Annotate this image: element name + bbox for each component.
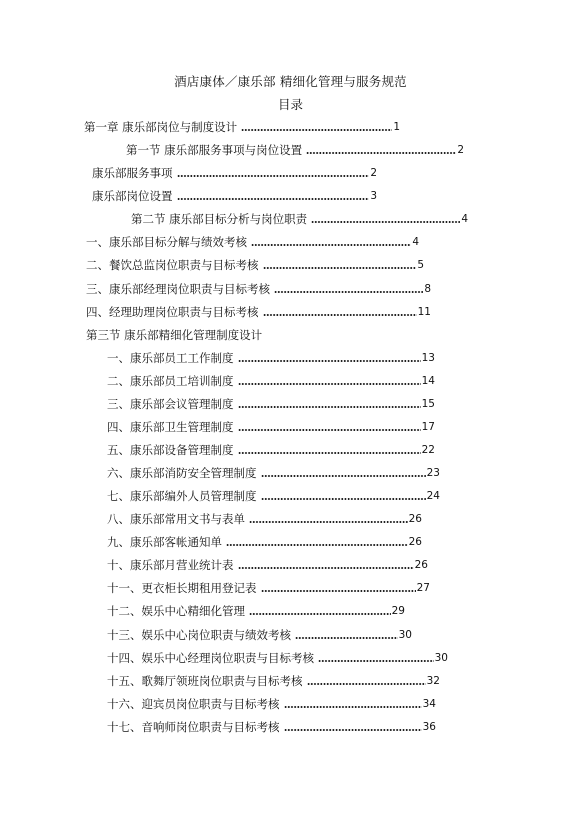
toc-entry-text: 三、康乐部会议管理制度	[107, 397, 234, 411]
toc-leader-dots	[251, 244, 411, 246]
toc-leader-dots	[238, 429, 421, 431]
toc-entry	[107, 603, 405, 619]
toc-leader-dots	[318, 660, 434, 662]
toc-entry-page: 4	[412, 236, 419, 248]
toc-entry	[107, 488, 440, 504]
toc-entry-page: 27	[416, 582, 430, 594]
toc-leader-dots	[306, 152, 456, 154]
toc-entry-page: 30	[434, 652, 448, 664]
document-title: 酒店康体／康乐部 精细化管理与服务规范	[174, 74, 407, 89]
toc-leader-dots	[263, 314, 417, 316]
toc-leader-dots	[238, 360, 421, 362]
toc-leader-dots	[295, 637, 398, 639]
toc-entry-text: 十一、更衣柜长期租用登记表	[107, 581, 257, 595]
toc-entry-page: 3	[370, 190, 377, 202]
toc-entry-text: 六、康乐部消防安全管理制度	[107, 466, 257, 480]
toc-entry-page: 15	[421, 398, 435, 410]
toc-entry-text: 十四、娱乐中心经理岗位职责与目标考核	[107, 651, 314, 665]
toc-leader-dots	[261, 475, 426, 477]
toc-entry-text: 第二节 康乐部目标分析与岗位职责	[131, 212, 308, 226]
toc-leader-dots	[238, 383, 421, 385]
toc-entry-text: 第三节 康乐部精细化管理制度设计	[86, 328, 263, 342]
toc-entry	[107, 442, 435, 458]
toc-entry	[107, 511, 422, 527]
toc-entry-text: 一、康乐部员工工作制度	[107, 351, 234, 365]
toc-entry	[126, 142, 464, 158]
toc-entry	[84, 119, 400, 135]
toc-leader-dots	[284, 729, 422, 731]
toc-entry-page: 14	[421, 375, 435, 387]
toc-entry-text: 七、康乐部编外人员管理制度	[107, 489, 257, 503]
toc-entry-page: 22	[421, 444, 435, 456]
toc-leader-dots	[238, 406, 421, 408]
toc-entry-text: 康乐部岗位设置	[92, 189, 173, 203]
toc-leader-dots	[307, 683, 426, 685]
toc-leader-dots	[238, 452, 421, 454]
toc-entry	[86, 281, 431, 297]
toc-leader-dots	[241, 129, 392, 131]
toc-leader-dots	[261, 590, 416, 592]
toc-entry-text: 十二、娱乐中心精细化管理	[107, 604, 245, 618]
toc-entry	[86, 304, 431, 320]
toc-entry	[107, 373, 435, 389]
toc-entry-text: 一、康乐部目标分解与绩效考核	[86, 235, 247, 249]
toc-section-heading	[86, 327, 326, 343]
toc-entry-text: 八、康乐部常用文书与表单	[107, 512, 245, 526]
toc-entry	[107, 673, 440, 689]
toc-entry-text: 第一章 康乐部岗位与制度设计	[84, 120, 238, 134]
toc-entry-page: 4	[461, 213, 468, 225]
toc-entry-text: 十、康乐部月营业统计表	[107, 558, 234, 572]
toc-leader-dots	[274, 291, 423, 293]
toc-entry-page: 8	[424, 283, 431, 295]
toc-entry	[107, 580, 430, 596]
toc-entry-page: 30	[398, 629, 412, 641]
toc-entry-text: 九、康乐部客帐通知单	[107, 535, 222, 549]
toc-leader-dots	[249, 521, 408, 523]
toc-entry-page: 26	[408, 536, 422, 548]
toc-entry	[131, 211, 468, 227]
toc-entry-page: 11	[417, 306, 431, 318]
toc-entry	[107, 465, 440, 481]
toc-entry-text: 十五、歌舞厅领班岗位职责与目标考核	[107, 674, 303, 688]
toc-entry	[86, 257, 424, 273]
toc-entry-page: 23	[426, 467, 440, 479]
toc-leader-dots	[238, 567, 414, 569]
toc-entry-page: 29	[391, 605, 405, 617]
toc-entry-text: 五、康乐部设备管理制度	[107, 443, 234, 457]
toc-entry-page: 17	[421, 421, 435, 433]
toc-entry-text: 十七、音响师岗位职责与目标考核	[107, 720, 280, 734]
toc-entry	[107, 557, 428, 573]
toc-leader-dots	[284, 706, 422, 708]
toc-entry-page: 2	[457, 144, 464, 156]
toc-entry-text: 第一节 康乐部服务事项与岗位设置	[126, 143, 303, 157]
toc-entry-text: 四、经理助理岗位职责与目标考核	[86, 305, 259, 319]
toc-leader-dots	[177, 175, 370, 177]
toc-entry-page: 34	[422, 698, 436, 710]
toc-entry	[92, 188, 377, 204]
toc-entry-page: 1	[393, 121, 400, 133]
toc-entry	[107, 650, 448, 666]
toc-entry	[107, 627, 412, 643]
toc-leader-dots	[261, 498, 426, 500]
toc-leader-dots	[263, 267, 417, 269]
toc-leader-dots	[311, 221, 460, 223]
toc-entry-page: 2	[370, 167, 377, 179]
toc-entry-page: 24	[426, 490, 440, 502]
toc-entry-page: 32	[426, 675, 440, 687]
toc-entry-page: 26	[408, 513, 422, 525]
toc-entry	[107, 396, 435, 412]
toc-entry-page: 36	[422, 721, 436, 733]
toc-entry	[107, 696, 436, 712]
toc-entry-text: 四、康乐部卫生管理制度	[107, 420, 234, 434]
toc-entry-text: 康乐部服务事项	[92, 166, 173, 180]
toc-entry-page: 5	[417, 259, 424, 271]
toc-entry-text: 十六、迎宾员岗位职责与目标考核	[107, 697, 280, 711]
toc-entry	[92, 165, 377, 181]
toc-entry	[107, 419, 435, 435]
toc-entry-text: 二、餐饮总监岗位职责与目标考核	[86, 258, 259, 272]
toc-leader-dots	[226, 544, 408, 546]
toc-entry	[107, 719, 436, 735]
toc-entry-page: 26	[414, 559, 428, 571]
toc-heading: 目录	[277, 97, 303, 112]
toc-leader-dots	[177, 198, 370, 200]
toc-entry	[86, 234, 419, 250]
toc-entry-text: 三、康乐部经理岗位职责与目标考核	[86, 282, 270, 296]
toc-entry-text: 二、康乐部员工培训制度	[107, 374, 234, 388]
toc-entry-text: 十三、娱乐中心岗位职责与绩效考核	[107, 628, 291, 642]
toc-entry	[107, 534, 422, 550]
toc-entry	[107, 350, 435, 366]
toc-leader-dots	[249, 613, 391, 615]
toc-entry-page: 13	[421, 352, 435, 364]
